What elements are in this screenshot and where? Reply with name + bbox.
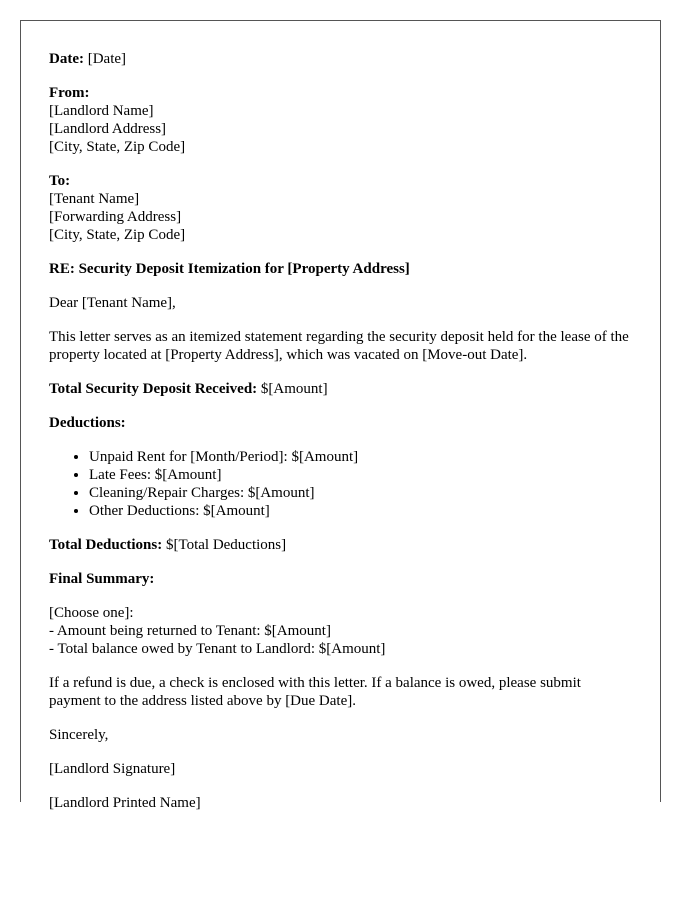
letter-page (20, 20, 661, 811)
deduction-item-cleaning-repair: • Cleaning/Repair Charges: $[Amount] (89, 484, 634, 502)
date-label: Date: (49, 51, 84, 67)
to-city-state-zip: [City, State, Zip Code] (49, 227, 186, 243)
closing-note: If a refund is due, a check is enclosed with this letter. If a balance is owed, please submit payment to the address listed above by [Due Date]. (49, 675, 581, 709)
deduction-item-late-fees: • Late Fees: $[Amount] (89, 466, 634, 484)
from-landlord-address: [Landlord Address] (49, 121, 167, 137)
date-line (49, 50, 634, 68)
deduction-item-other: • Other Deductions: $[Amount] (89, 502, 634, 520)
summary-balance-owed: - Total balance owed by Tenant to Landlord: $[Amount] (49, 641, 386, 657)
intro-paragraph: This letter serves as an itemized statement regarding the security deposit held for the lease of the property located at [Property Address], which was vacated on [Move-out Date]. (49, 329, 629, 363)
letter-content (49, 50, 634, 828)
deduction-item-unpaid-rent: • Unpaid Rent for [Month/Period]: $[Amount] (89, 448, 634, 466)
deductions-heading-line (49, 414, 634, 432)
deductions-heading: Deductions: (49, 415, 126, 431)
from-block (49, 84, 634, 156)
total-deductions-value: $[Total Deductions] (165, 537, 287, 553)
from-city-state-zip: [City, State, Zip Code] (49, 139, 186, 155)
final-summary-heading: Final Summary: (49, 571, 155, 587)
total-received-label: Total Security Deposit Received: (49, 381, 258, 397)
signoff: Sincerely, (49, 727, 109, 743)
summary-amount-returned: - Amount being returned to Tenant: $[Amount] (49, 623, 331, 639)
subject-text: RE: Security Deposit Itemization for [Property Address] (49, 261, 410, 277)
subject-line (49, 260, 634, 278)
total-received-value: $[Amount] (260, 381, 328, 397)
to-label: To: (49, 173, 71, 189)
summary-choose-one: [Choose one]: (49, 605, 134, 621)
landlord-printed-name: [Landlord Printed Name] (49, 795, 201, 811)
total-deductions-label: Total Deductions: (49, 537, 163, 553)
total-deductions-line (49, 536, 634, 554)
to-tenant-name: [Tenant Name] (49, 191, 140, 207)
salutation: Dear [Tenant Name], (49, 295, 176, 311)
from-landlord-name: [Landlord Name] (49, 103, 154, 119)
to-block (49, 172, 634, 244)
final-summary-heading-line (49, 570, 634, 588)
landlord-signature: [Landlord Signature] (49, 761, 176, 777)
summary-block (49, 604, 634, 658)
from-label: From: (49, 85, 90, 101)
date-value: [Date] (87, 51, 127, 67)
deductions-list (49, 448, 634, 520)
to-forwarding-address: [Forwarding Address] (49, 209, 182, 225)
total-received-line (49, 380, 634, 398)
